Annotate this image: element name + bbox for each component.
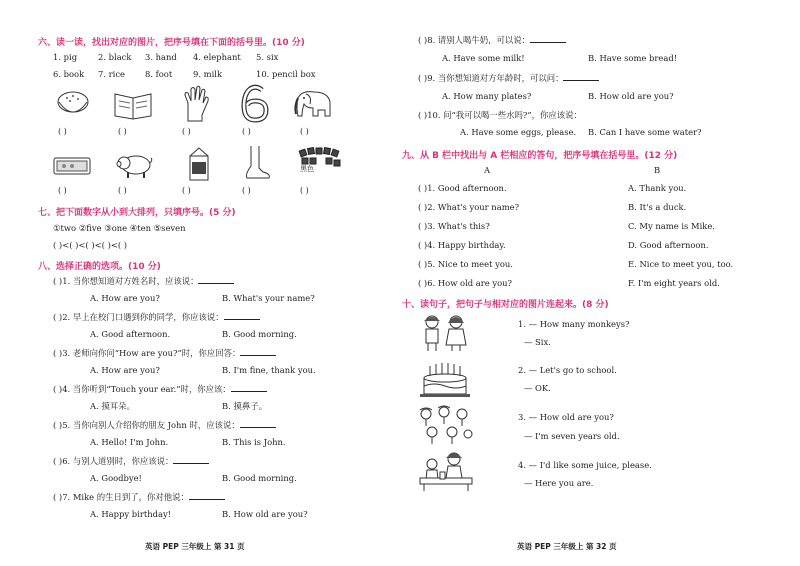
word-8: 8. foot [145, 69, 173, 79]
match-b-3: C. My name is Mike. [628, 221, 715, 231]
q1-option-b: B. What's your name? [222, 293, 315, 303]
pig-image [114, 150, 154, 180]
q6-option-a: A. Goodbye! [90, 473, 142, 483]
q7-option-b: B. How old are you? [222, 509, 308, 519]
q2-prompt: ( )2. 早上在校门口遇到你的同学，你应该说： [53, 312, 260, 321]
q4-option-a: A. 摸耳朵。 [90, 401, 135, 411]
word-4: 4. elephant [193, 52, 241, 62]
dialogue-4-question: 4. — I'd like some juice, please. [518, 460, 652, 470]
q3-option-a: A. How are you? [90, 365, 160, 375]
answer-paren-8[interactable]: ( ) [182, 186, 191, 195]
birthday-cake-image [418, 360, 472, 398]
word-6: 6. book [53, 69, 85, 79]
number-six-image [240, 84, 270, 124]
dialogue-1-question: 1. — How many monkeys? [518, 319, 630, 329]
word-5: 5. six [256, 52, 279, 62]
q8-option-b: B. Have some bread! [588, 53, 678, 63]
answer-paren-9[interactable]: ( ) [242, 186, 251, 195]
q6-prompt: ( )6. 与别人道别时，你应该说： [53, 456, 209, 465]
match-a-2: ( )2. What's your name? [418, 202, 520, 212]
footer-right: 英语 PEP 三年级上 第 32 页 [517, 542, 617, 551]
section-7-title: 七、把下面数字从小到大排列，只填序号。(5 分) [38, 208, 236, 218]
match-b-1: A. Thank you. [628, 183, 687, 193]
answer-paren-5[interactable]: ( ) [300, 127, 309, 136]
children-image [418, 313, 472, 353]
word-3: 3. hand [145, 52, 177, 62]
foot-image [241, 144, 273, 182]
answer-paren-4[interactable]: ( ) [242, 127, 251, 136]
answer-paren-2[interactable]: ( ) [118, 127, 127, 136]
q5-option-a: A. Hello! I'm John. [90, 437, 169, 447]
word-1: 1. pig [53, 52, 78, 62]
juice-shop-image [418, 450, 474, 492]
pencil-box-image [52, 152, 92, 178]
footer-left: 英语 PEP 三年级上 第 31 页 [145, 542, 245, 551]
elephant-image [292, 88, 336, 120]
q2-option-b: B. Good morning. [222, 329, 297, 339]
dialogue-3-answer: — I'm seven years old. [524, 431, 620, 441]
hand-image [180, 85, 212, 123]
match-a-1: ( )1. Good afternoon. [418, 183, 507, 193]
dialogue-4-answer: — Here you are. [524, 478, 594, 488]
q9-option-b: B. How old are you? [588, 91, 674, 101]
match-b-6: F. I'm eight years old. [628, 278, 720, 288]
answer-paren-10[interactable]: ( ) [300, 186, 309, 195]
order-blanks[interactable]: ( )<( )<( )<( )<( ) [53, 240, 128, 250]
answer-paren-7[interactable]: ( ) [118, 186, 127, 195]
q5-option-b: B. This is John. [222, 437, 286, 447]
book-image [113, 88, 153, 120]
q9-option-a: A. How many plates? [442, 91, 532, 101]
section-8-title: 八、选择正确的选项。(10 分) [38, 262, 161, 272]
word-2: 2. black [98, 52, 132, 62]
right-page [400, 0, 800, 566]
section-6-title: 六、读一读，找出对应的图片，把序号填在下面的括号里。(10 分) [38, 38, 305, 48]
q10-option-b: B. Can I have some water? [588, 127, 702, 137]
match-b-2: B. It's a duck. [628, 202, 687, 212]
q1-option-a: A. How are you? [90, 293, 160, 303]
q4-prompt: ( )4. 当你听到“Touch your ear.”时，你应该： [53, 384, 267, 393]
q9-prompt: ( )9. 当你想知道对方年龄时，可以问： [418, 73, 599, 82]
match-a-4: ( )4. Happy birthday. [418, 240, 506, 250]
answer-paren-3[interactable]: ( ) [182, 127, 191, 136]
match-b-5: E. Nice to meet you, too. [628, 259, 734, 269]
q7-prompt: ( )7. Mike 的生日到了，你对他说： [53, 492, 225, 501]
q1-prompt: ( )1. 当你想知道对方姓名时，应该说： [53, 276, 234, 285]
q8-option-a: A. Have some milk! [442, 53, 525, 63]
q3-prompt: ( )3. 老师向你问“How are you?”时，你应回答： [53, 348, 276, 357]
black-label: 黑色 [300, 165, 314, 173]
dialogue-1-answer: — Six. [524, 337, 551, 347]
q7-option-a: A. Happy birthday! [90, 509, 172, 519]
rice-bowl-image [55, 88, 91, 118]
match-a-6: ( )6. How old are you? [418, 278, 513, 288]
match-a-3: ( )3. What's this? [418, 221, 490, 231]
milk-carton-image [187, 146, 211, 182]
match-b-4: D. Good afternoon. [628, 240, 709, 250]
column-b-header: B [654, 165, 661, 175]
match-a-5: ( )5. Nice to meet you. [418, 259, 513, 269]
section-9-title: 九、从 B 栏中找出与 A 栏相应的答句，把序号填在括号里。(12 分) [402, 151, 678, 161]
monkeys-image [416, 404, 474, 446]
q10-prompt: ( )10. 问“我可以喝一些水吗?”，你应该说： [418, 110, 582, 120]
q8-prompt: ( )8. 请别人喝牛奶，可以说： [418, 35, 566, 44]
dialogue-2-question: 2. — Let's go to school. [518, 365, 617, 375]
dialogue-2-answer: — OK. [524, 383, 551, 393]
word-9: 9. milk [193, 69, 223, 79]
q2-option-a: A. Good afternoon. [90, 329, 171, 339]
word-7: 7. rice [98, 69, 125, 79]
dialogue-3-question: 3. — How old are you? [518, 412, 614, 422]
q4-option-b: B. 摸鼻子。 [222, 401, 267, 411]
q6-option-b: B. Good morning. [222, 473, 297, 483]
word-10: 10. pencil box [256, 69, 316, 79]
answer-paren-6[interactable]: ( ) [58, 186, 67, 195]
column-a-header: A [484, 165, 491, 175]
answer-paren-1[interactable]: ( ) [58, 127, 67, 136]
number-items: ①two ②five ③one ④ten ⑤seven [53, 223, 186, 233]
q5-prompt: ( )5. 当你向别人介绍你的朋友 John 时，应该说： [53, 420, 276, 429]
q10-option-a: A. Have some eggs, please. [460, 127, 577, 137]
section-10-title: 十、读句子，把句子与相对应的图片连起来。(8 分) [402, 300, 609, 310]
q3-option-b: B. I'm fine, thank you. [222, 365, 316, 375]
